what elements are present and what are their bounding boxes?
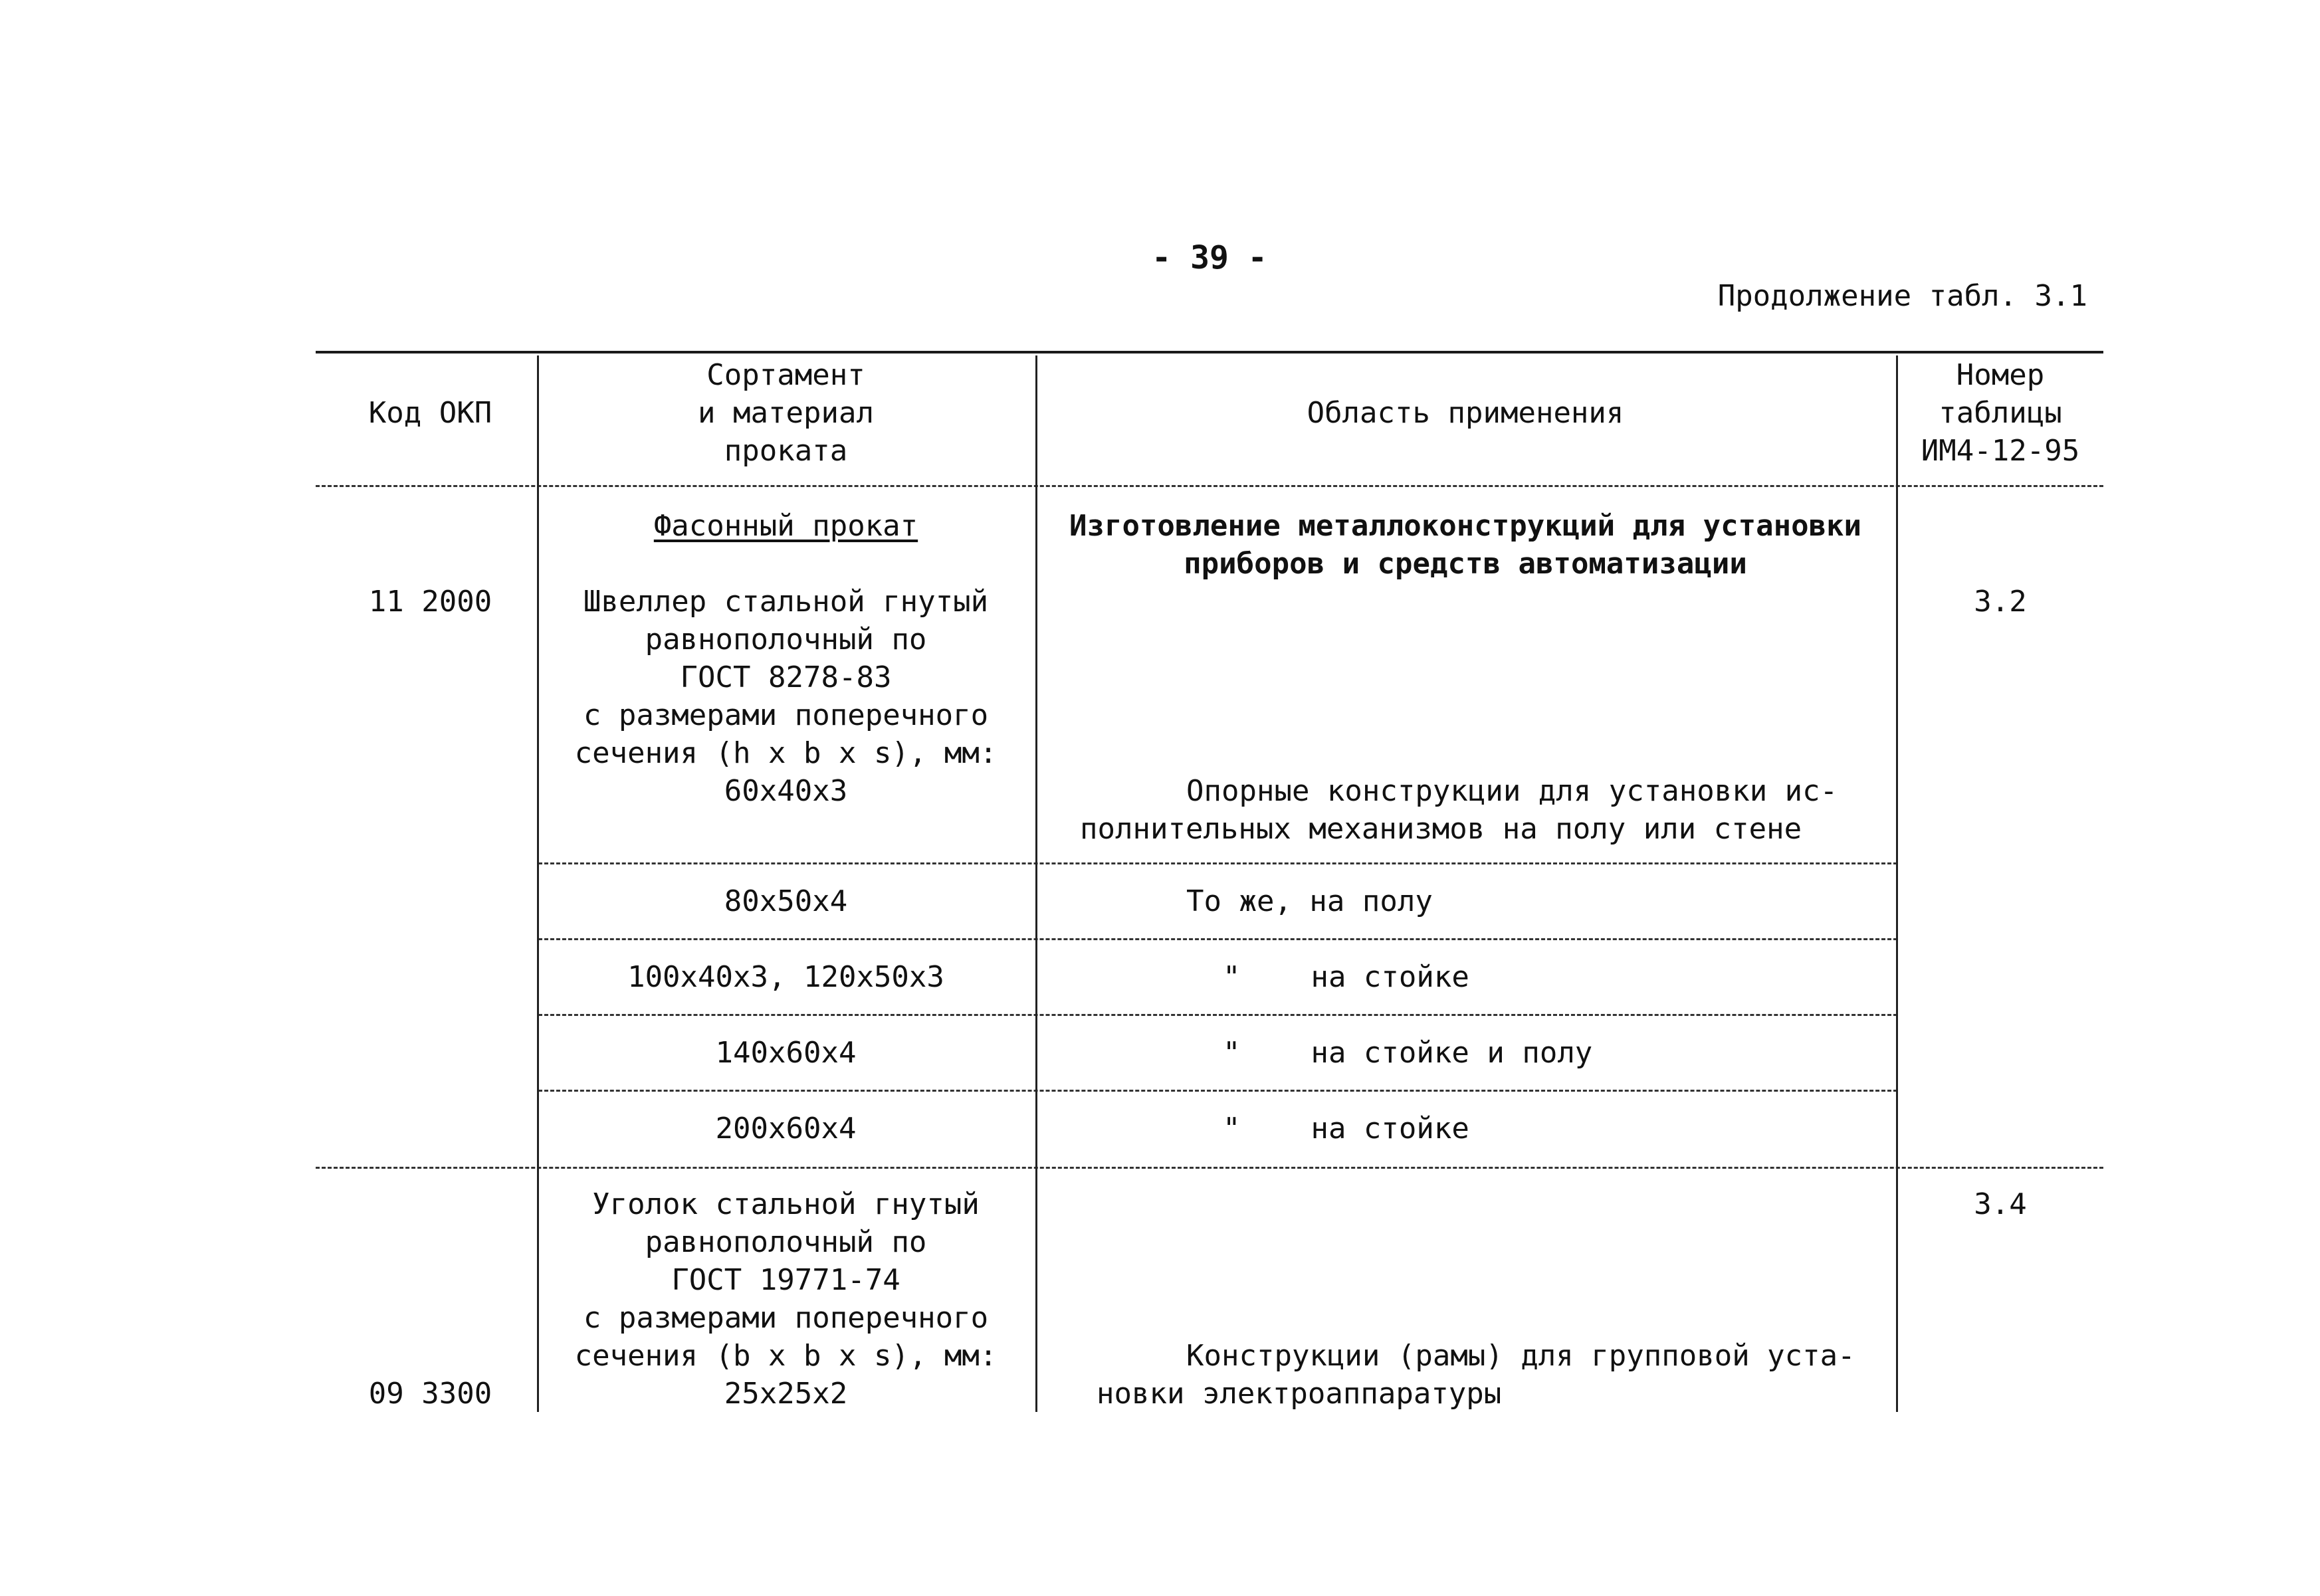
- row1-table-number: 3.2: [1974, 585, 2027, 619]
- row-separator-2: [538, 938, 1897, 940]
- subrow1-application: То же, на полу: [1186, 884, 1433, 918]
- header-application: Область применения: [1307, 396, 1624, 430]
- header-table-number-line-2: таблицы: [1939, 396, 2062, 430]
- header-table-number-line-3: ИМ4-12-95: [1921, 434, 2080, 468]
- row1-assortment-line-1: Швеллер стальной гнутый: [583, 585, 989, 619]
- row2-application-line-2: новки электроаппаратуры: [1097, 1377, 1502, 1411]
- subrow3-assortment: 140x60x4: [715, 1036, 857, 1070]
- row1-application-line-1: Опорные конструкции для установки ис-: [1186, 774, 1838, 808]
- section-title: Фасонный прокат: [653, 509, 918, 543]
- subrow1-assortment: 80x50x4: [724, 884, 848, 918]
- header-separator: [316, 485, 2103, 487]
- row-separator-1: [538, 862, 1897, 864]
- subrow2-assortment: 100x40x3, 120x50x3: [627, 960, 944, 994]
- row2-assortment-line-4: с размерами поперечного: [583, 1301, 989, 1335]
- column-divider-3: [1896, 355, 1898, 1412]
- row2-assortment-line-6: 25x25x2: [724, 1377, 848, 1411]
- application-title-line-2: приборов и средств автоматизации: [1184, 547, 1747, 581]
- row1-code: 11 2000: [368, 585, 492, 619]
- row2-code: 09 3300: [368, 1377, 492, 1411]
- row1-assortment-line-2: равнополочный по: [645, 623, 927, 656]
- header-table-number-line-1: Номер: [1956, 358, 2045, 392]
- row2-assortment-line-1: Уголок стальной гнутый: [592, 1187, 980, 1221]
- row-separator-4: [538, 1090, 1897, 1092]
- table-continuation-caption: Продолжение табл. 3.1: [1717, 279, 2087, 313]
- row2-assortment-line-3: ГОСТ 19771-74: [671, 1263, 900, 1297]
- row-separator-3: [538, 1014, 1897, 1016]
- subrow4-application: " на стойке: [1223, 1112, 1469, 1146]
- row1-application-line-2: полнительных механизмов на полу или стене: [1080, 812, 1802, 846]
- table-top-rule: [316, 351, 2103, 353]
- row2-table-number: 3.4: [1974, 1187, 2027, 1221]
- header-assortment-line-1: Сортамент: [706, 358, 865, 392]
- row1-assortment-line-4: с размерами поперечного: [583, 698, 989, 732]
- row2-application-line-1: Конструкции (рамы) для групповой уста-: [1186, 1339, 1855, 1373]
- subrow2-application: " на стойке: [1223, 960, 1469, 994]
- subrow3-application: " на стойке и полу: [1223, 1036, 1593, 1070]
- header-assortment-line-3: проката: [724, 434, 848, 468]
- header-code: Код ОКП: [368, 396, 492, 430]
- page-number: - 39 -: [1152, 239, 1267, 276]
- section-separator: [316, 1167, 2103, 1169]
- header-assortment-line-2: и материал: [698, 396, 874, 430]
- row2-assortment-line-5: сечения (b x b x s), мм:: [574, 1339, 998, 1373]
- row1-assortment-line-6: 60x40x3: [724, 774, 848, 808]
- row1-assortment-line-5: сечения (h x b x s), мм:: [574, 736, 998, 770]
- row1-assortment-line-3: ГОСТ 8278-83: [680, 660, 892, 694]
- application-title-line-1: Изготовление металлоконструкций для установки: [1069, 509, 1862, 543]
- subrow4-assortment: 200x60x4: [715, 1112, 857, 1146]
- row2-assortment-line-2: равнополочный по: [645, 1225, 927, 1259]
